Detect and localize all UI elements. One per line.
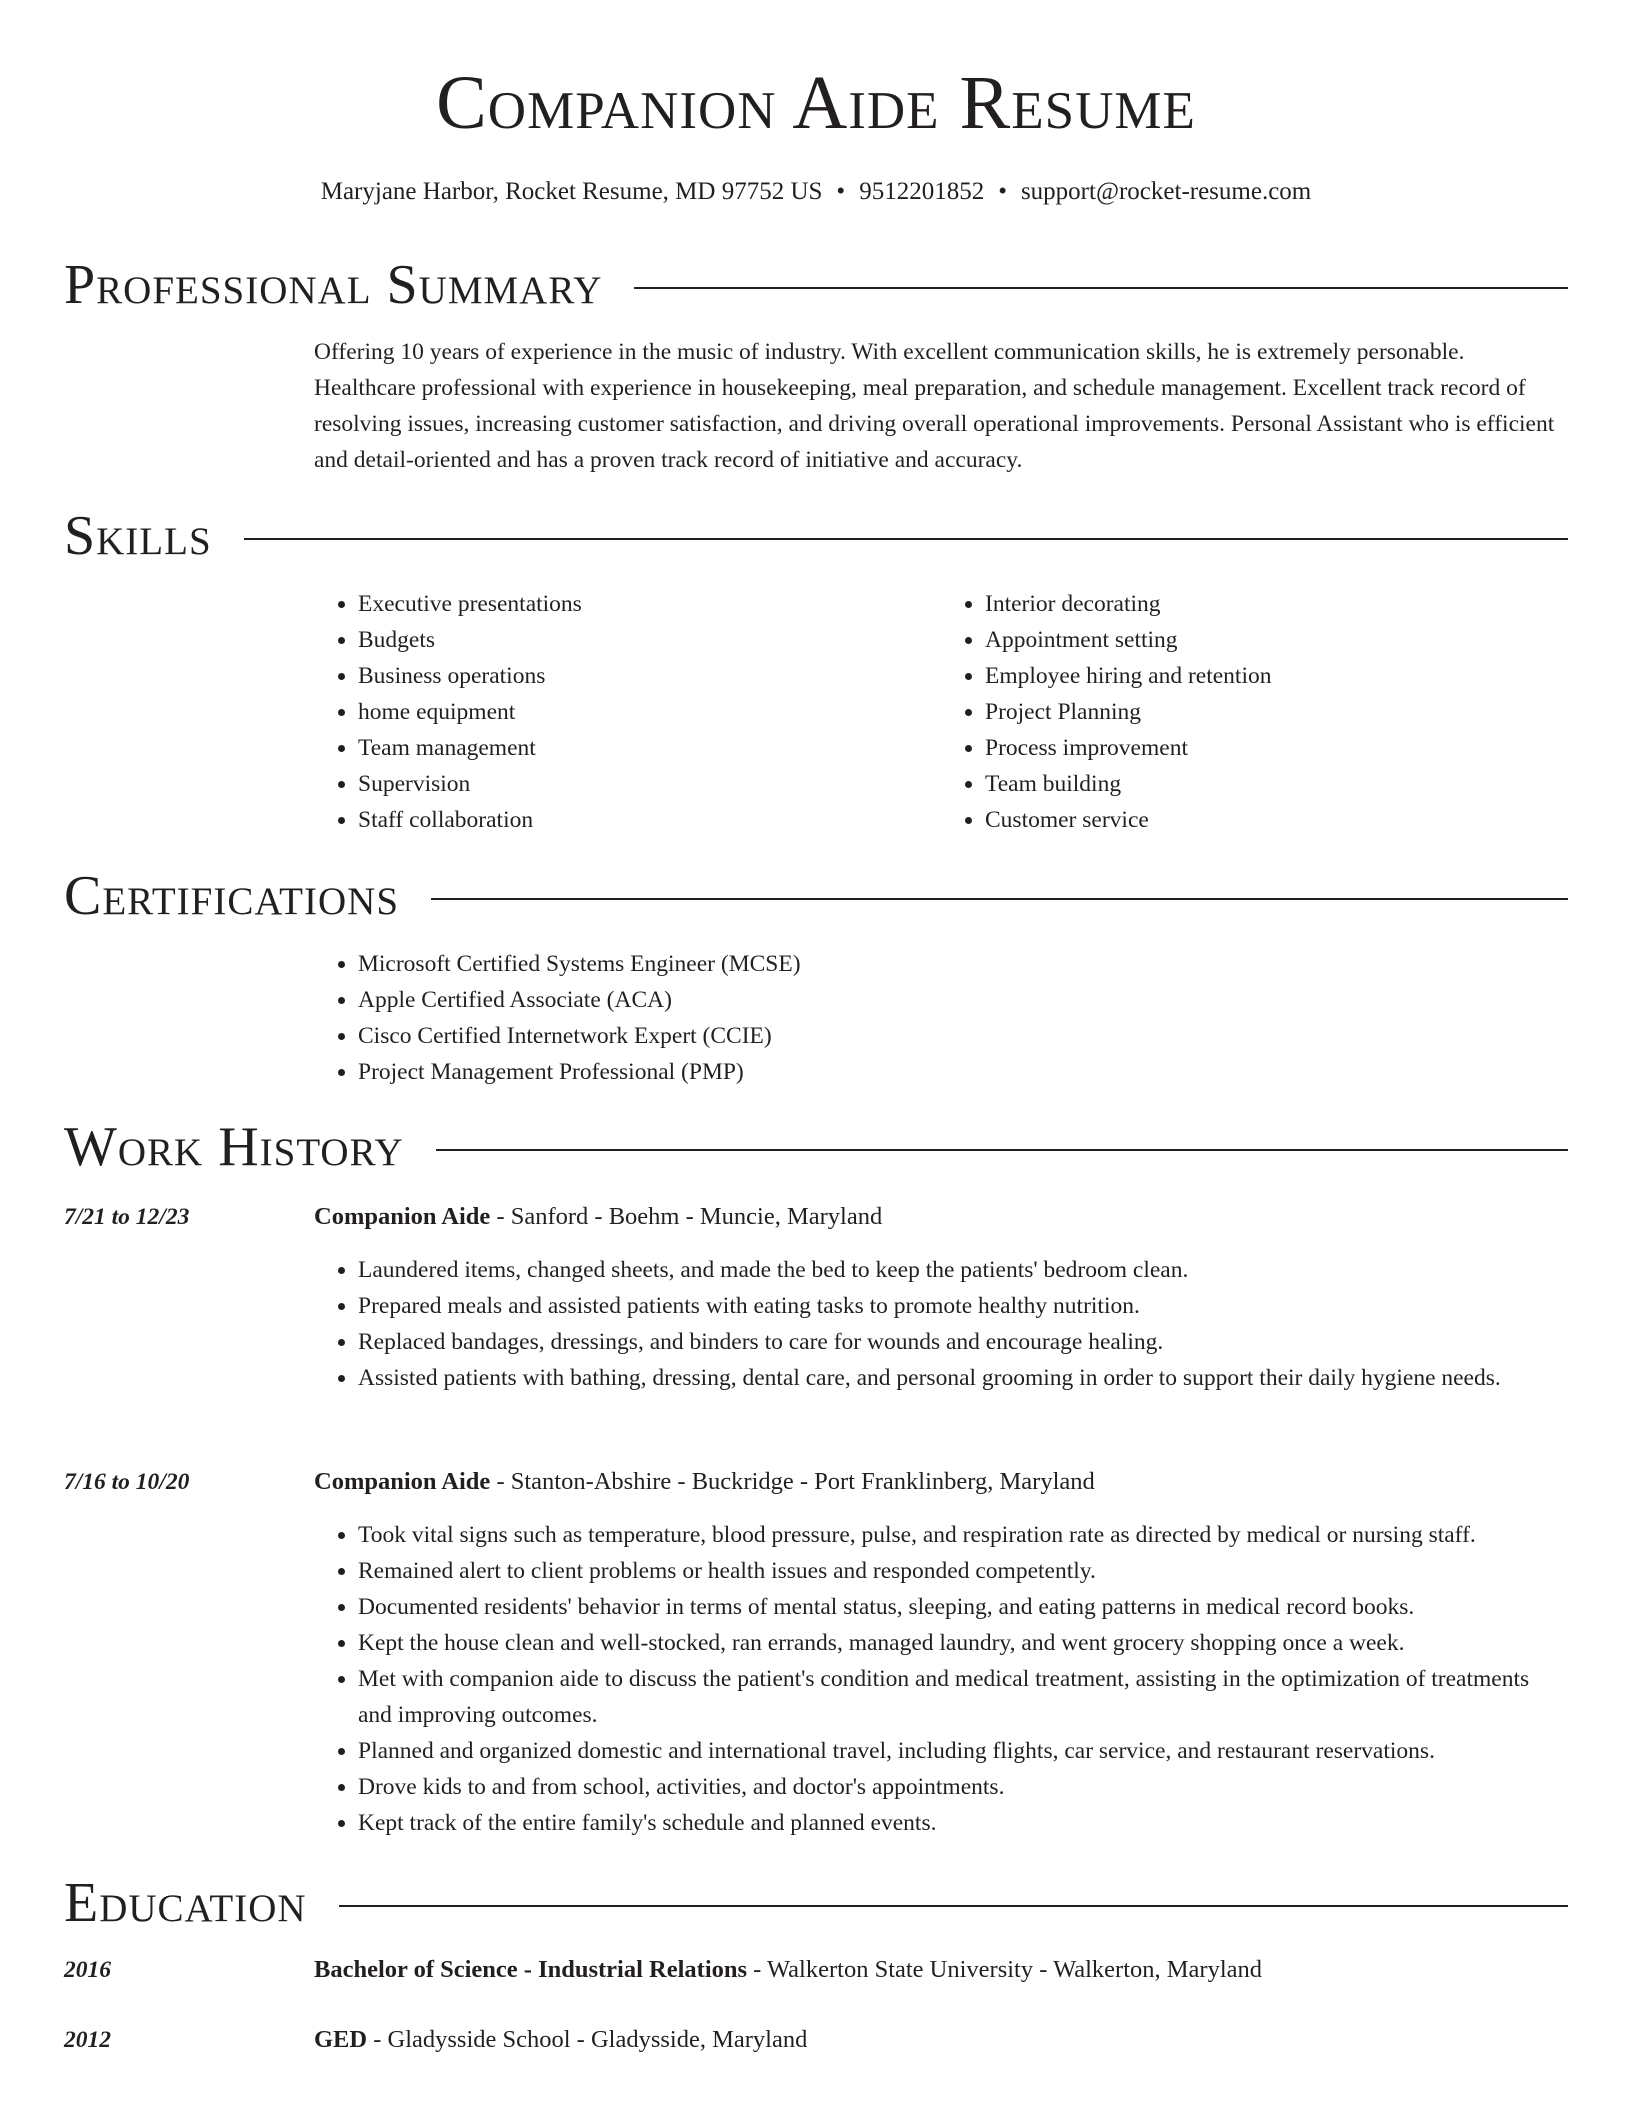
- education-headline: [314, 2022, 807, 2058]
- education-school: - Gladysside School - Gladysside, Maryland: [367, 2026, 808, 2053]
- certification-item: • Cisco Certified Internetwork Expert (CCIE): [358, 1018, 1568, 1054]
- education-headline: [314, 1952, 1262, 1988]
- summary-block: [314, 334, 1568, 478]
- skills-list-left: [314, 586, 941, 838]
- section-rule: [339, 1905, 1568, 1907]
- job-duties: [314, 1252, 1568, 1396]
- job-duty: • Kept the house clean and well-stocked, ran errands, managed laundry, and went grocery shopping once a week.: [358, 1625, 1568, 1661]
- skill-item: • Project Planning: [985, 694, 1568, 730]
- skill-item: • Staff collaboration: [358, 802, 941, 838]
- resume-title: Companion Aide Resume: [436, 61, 1196, 145]
- skill-item: • Team management: [358, 730, 941, 766]
- job-duties: [314, 1517, 1568, 1841]
- job-title: Companion Aide: [314, 1468, 491, 1495]
- job-duty: • Laundered items, changed sheets, and made the bed to keep the patients' bedroom clean.: [358, 1252, 1568, 1288]
- job-duty: • Met with companion aide to discuss the patient's condition and medical treatment, assisting in the optimization of treatments and improving outcomes.: [358, 1661, 1568, 1733]
- section-title: Professional Summary: [64, 254, 603, 316]
- section-title: Certifications: [64, 865, 400, 927]
- job-duty: • Documented residents' behavior in terms of mental status, sleeping, and eating patterns in medical record books.: [358, 1589, 1568, 1625]
- skills-list-right: [941, 586, 1568, 838]
- section-heading-work-history: [64, 1117, 1568, 1177]
- education-degree: Bachelor of Science - Industrial Relations: [314, 1956, 748, 1983]
- certification-item: • Microsoft Certified Systems Engineer (MCSE): [358, 946, 1568, 982]
- job-dates: 7/21 to 12/23: [64, 1204, 190, 1230]
- skill-item: • Appointment setting: [985, 622, 1568, 658]
- section-heading-summary: [64, 255, 1568, 315]
- skill-item: • Customer service: [985, 802, 1568, 838]
- skill-item: • Team building: [985, 766, 1568, 802]
- job-duty: • Prepared meals and assisted patients with eating tasks to promote healthy nutrition.: [358, 1288, 1568, 1324]
- skill-item: • Interior decorating: [985, 586, 1568, 622]
- job-duty: • Assisted patients with bathing, dressing, dental care, and personal grooming in order to support their daily hygiene needs.: [358, 1360, 1568, 1396]
- job-headline: [314, 1464, 1095, 1500]
- contact-email: support@rocket-resume.com: [1020, 178, 1312, 205]
- job-headline: [314, 1199, 882, 1235]
- summary-text: Offering 10 years of experience in the music of industry. With excellent communication skills, he is extremely personable. Healthcare professional with experience in housekeeping, meal preparation, and schedule management. Excellent track record of resolving issues, increasing customer satisfaction, and driving overall operational improvements. Personal Assistant who is efficient and detail-oriented and has a proven track record of initiative and accuracy.: [314, 339, 1555, 473]
- section-title: Skills: [64, 505, 212, 567]
- job-duty: • Kept track of the entire family's schedule and planned events.: [358, 1805, 1568, 1841]
- job-duty: • Took vital signs such as temperature, blood pressure, pulse, and respiration rate as directed by medical or nursing staff.: [358, 1517, 1568, 1553]
- section-rule: [431, 898, 1568, 900]
- section-title: Work History: [64, 1116, 404, 1178]
- contact-address: Maryjane Harbor, Rocket Resume, MD 97752 US: [320, 178, 823, 205]
- certification-item: • Project Management Professional (PMP): [358, 1054, 1568, 1090]
- contact-line: [0, 176, 1632, 208]
- education-school: - Walkerton State University - Walkerton, Maryland: [747, 1956, 1263, 1983]
- education-year: 2012: [64, 2027, 111, 2053]
- job-duties-list: [314, 1517, 1568, 1841]
- skill-item: • Budgets: [358, 622, 941, 658]
- skill-item: • home equipment: [358, 694, 941, 730]
- certifications-list: [314, 946, 1568, 1090]
- section-heading-education: [64, 1873, 1568, 1933]
- skill-item: • Supervision: [358, 766, 941, 802]
- job-duty: • Remained alert to client problems or health issues and responded competently.: [358, 1553, 1568, 1589]
- education-year: 2016: [64, 1957, 111, 1983]
- section-rule: [634, 287, 1568, 289]
- skill-item: • Executive presentations: [358, 586, 941, 622]
- section-heading-skills: [64, 506, 1568, 566]
- job-employer: - Sanford - Boehm - Muncie, Maryland: [490, 1203, 883, 1230]
- job-employer: - Stanton-Abshire - Buckridge - Port Franklinberg, Maryland: [490, 1468, 1095, 1495]
- section-title: Education: [64, 1872, 307, 1934]
- skills-columns: [314, 586, 1568, 838]
- skill-item: • Employee hiring and retention: [985, 658, 1568, 694]
- contact-separator: •: [836, 178, 846, 205]
- job-duty: • Planned and organized domestic and international travel, including flights, car service, and restaurant reservations.: [358, 1733, 1568, 1769]
- job-title: Companion Aide: [314, 1203, 491, 1230]
- contact-phone: 9512201852: [859, 178, 985, 205]
- job-duty: • Drove kids to and from school, activities, and doctor's appointments.: [358, 1769, 1568, 1805]
- certification-item: • Apple Certified Associate (ACA): [358, 982, 1568, 1018]
- skill-item: • Business operations: [358, 658, 941, 694]
- skill-item: • Process improvement: [985, 730, 1568, 766]
- education-degree: GED: [314, 2026, 368, 2053]
- certifications-block: [314, 946, 1568, 1090]
- section-rule: [436, 1149, 1568, 1151]
- contact-separator: •: [998, 178, 1007, 205]
- job-dates: 7/16 to 10/20: [64, 1469, 190, 1495]
- section-heading-certifications: [64, 866, 1568, 926]
- job-duty: • Replaced bandages, dressings, and binders to care for wounds and encourage healing.: [358, 1324, 1568, 1360]
- section-rule: [244, 538, 1568, 540]
- job-duties-list: [314, 1252, 1568, 1396]
